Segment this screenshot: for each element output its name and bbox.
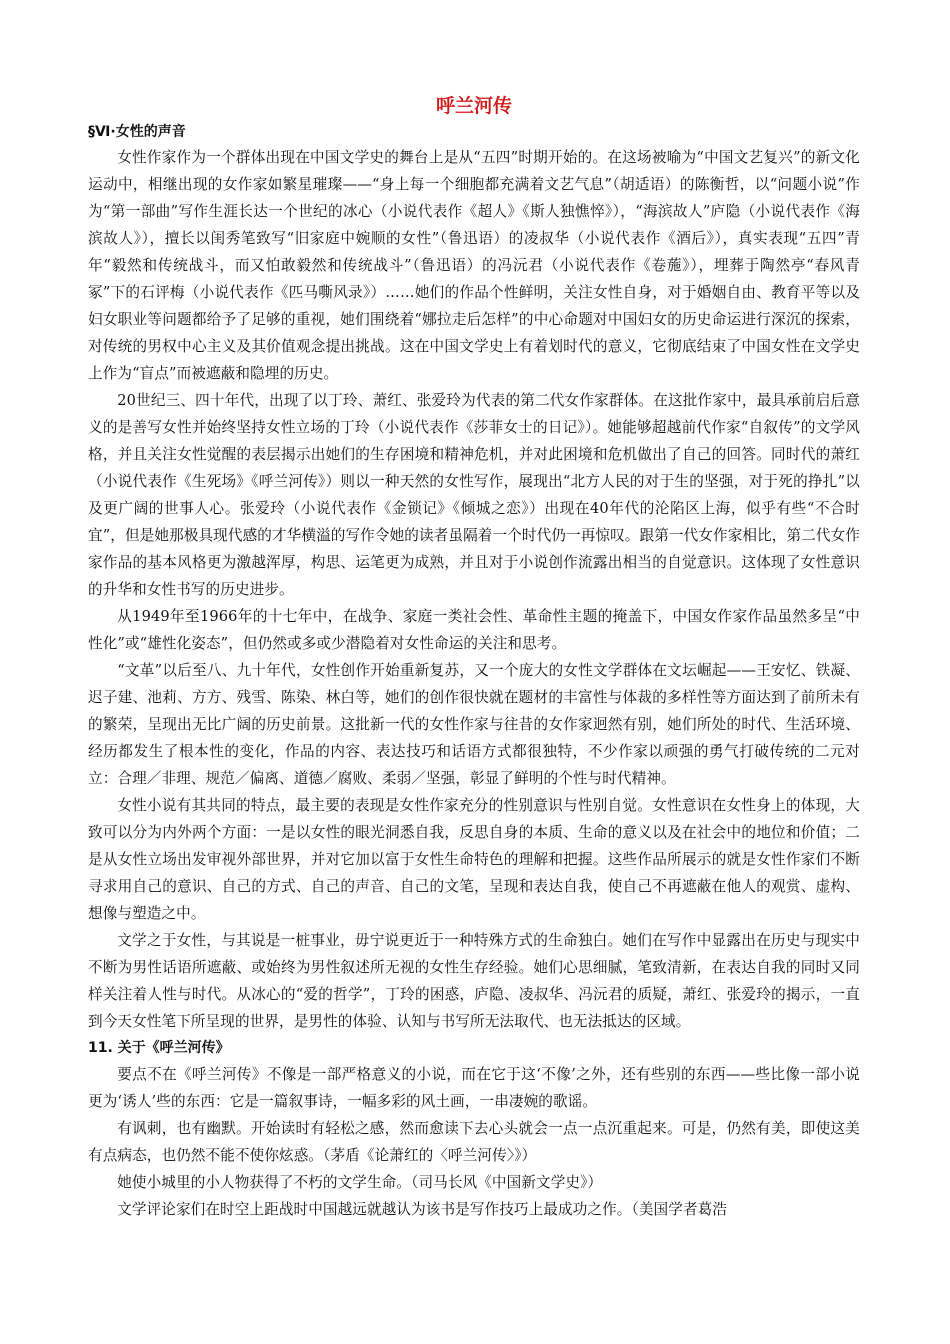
paragraph: 文学之于女性，与其说是一桩事业，毋宁说更近于一种特殊方式的生命独白。她们在写作中显露出在历史与现实中不断为男性话语所遮蔽、或始终为男性叙述所无视的女性生存经验。她们心思细腻，笔致清新，在表达自我的同时又同样关注着人性与时代。从冰心的“爱的哲学”，丁玲的困惑，庐隐、凌叔华、冯沅君的质疑，萧红、张爱玲的揭示，一直到今天女性笔下所呈现的世界，是男性的体验、认知与书写所无法取代、也无法抵达的区域。 [88,932,860,1030]
paragraph: 20世纪三、四十年代，出现了以丁玲、萧红、张爱玲为代表的第二代女作家群体。在这批作家中，最具承前启后意义的是善写女性并始终坚持女性立场的丁玲（小说代表作《莎菲女士的日记》）。她能够超越前代作家“自叙传”的文学风格，并且关注女性觉醒的表层揭示出她们的生存困境和精神危机，并对此困境和危机做出了自己的回答。同时代的萧红（小说代表作《生死场》《呼兰河传》）则以一种天然的女性写作，展现出“北方人民的对于生的坚强，对于死的挣扎”以及更广阔的世事人心。张爱玲（小说代表作《金锁记》《倾城之恋》）出现在40年代的沦陷区上海，似乎有些“不合时宜”，但是她那极具现代感的才华横溢的写作令她的读者虽隔着一个时代仍一再惊叹。跟第一代女作家相比，第二代女作家作品的基本风格更为激越浑厚，构思、运笔更为成熟，并且对于小说创作流露出相当的自觉意识。这体现了女性意识的升华和女性书写的历史进步。 [88,392,860,598]
section-heading-female-voice: §Ⅵ·女性的声音 [88,124,186,140]
section-female-voice [88,120,860,1035]
section-about-hulanhe [88,1035,860,1223]
quote-paragraph: 文学评论家们在时空上距战时中国越远就越认为该书是写作技巧上最成功之作。（美国学者葛浩 [117,1201,728,1218]
paragraph: 从1949年至1966年的十七年中，在战争、家庭一类社会性、革命性主题的掩盖下，中国女作家作品虽然多呈“中性化”或“雄性化姿态”，但仍然或多或少潜隐着对女性命运的关注和思考。 [88,608,860,652]
section-heading-about-hulanhe: 11. 关于《呼兰河传》 [88,1040,230,1056]
quote-paragraph: 她使小城里的小人物获得了不朽的文学生命。（司马长风《中国新文学史》） [117,1174,603,1191]
paragraph: 女性作家作为一个群体出现在中国文学史的舞台上是从“五四”时期开始的。在这场被喻为“中国文艺复兴”的新文化运动中，相继出现的女作家如繁星璀璨——“身上每一个细胞都充满着文艺气息”（胡适语）的陈衡哲，以“问题小说”作为“第一部曲”写作生涯长达一个世纪的冰心（小说代表作《超人》《斯人独憔悴》），“海滨故人”庐隐（小说代表作《海滨故人》），擅长以闺秀笔致写“旧家庭中婉顺的女性”（鲁迅语）的凌叔华（小说代表作《酒后》），真实表现“五四”青年“毅然和传统战斗，而又怕敢毅然和传统战斗”（鲁迅语）的冯沅君（小说代表作《卷葹》），埋葬于陶然亭“春风青冢”下的石评梅（小说代表作《匹马嘶风录》）……她们的作品个性鲜明，关注女性自身，对于婚姻自由、教育平等以及妇女职业等问题都给予了足够的重视，她们围绕着“娜拉走后怎样”的中心命题对中国妇女的历史命运进行深沉的探索，对传统的男权中心主义及其价值观念提出挑战。这在中国文学史上有着划时代的意义，它彻底结束了中国女性在文学史上作为“盲点”而被遮蔽和隐埋的历史。 [88,149,860,382]
paragraph: “文革”以后至八、九十年代，女性创作开始重新复苏，又一个庞大的女性文学群体在文坛崛起——王安忆、铁凝、迟子建、池莉、方方、残雪、陈染、林白等，她们的创作很快就在题材的丰富性与体裁的多样性等方面达到了前所未有的繁荣，呈现出无比广阔的历史前景。这批新一代的女性作家与往昔的女作家迥然有别，她们所处的时代、生活环境、经历都发生了根本性的变化，作品的内容、表达技巧和话语方式都很独特，不少作家以顽强的勇气打破传统的二元对立：合理／非理、规范／偏离、道德／腐败、柔弱／坚强，彰显了鲜明的个性与时代精神。 [88,662,860,787]
document-title: 呼兰河传 [435,95,512,117]
document-page [88,92,860,1223]
quote-paragraph: 有讽刺，也有幽默。开始读时有轻松之感，然而愈读下去心头就会一点一点沉重起来。可是，仍然有美，即使这美有点病态，也仍然不能不使你炫惑。（茅盾《论萧红的〈呼兰河传〉》） [88,1120,860,1164]
paragraph: 女性小说有其共同的特点，最主要的表现是女性作家充分的性别意识与性别自觉。女性意识在女性身上的体现，大致可以分为内外两个方面：一是以女性的眼光洞悉自我，反思自身的本质、生命的意义以及在社会中的地位和价值；二是从女性立场出发审视外部世界，并对它加以富于女性生命特色的理解和把握。这些作品所展示的就是女性作家们不断寻求用自己的意识、自己的方式、自己的声音、自己的文笔，呈现和表达自我，使自己不再遮蔽在他人的观赏、虚构、想像与塑造之中。 [88,797,860,922]
quote-paragraph: 要点不在《呼兰河传》不像是一部严格意义的小说，而在它于这‘不像’之外，还有些别的东西——些比像一部小说更为‘诱人’些的东西：它是一篇叙事诗，一幅多彩的风土画，一串凄婉的歌谣。 [88,1066,860,1110]
